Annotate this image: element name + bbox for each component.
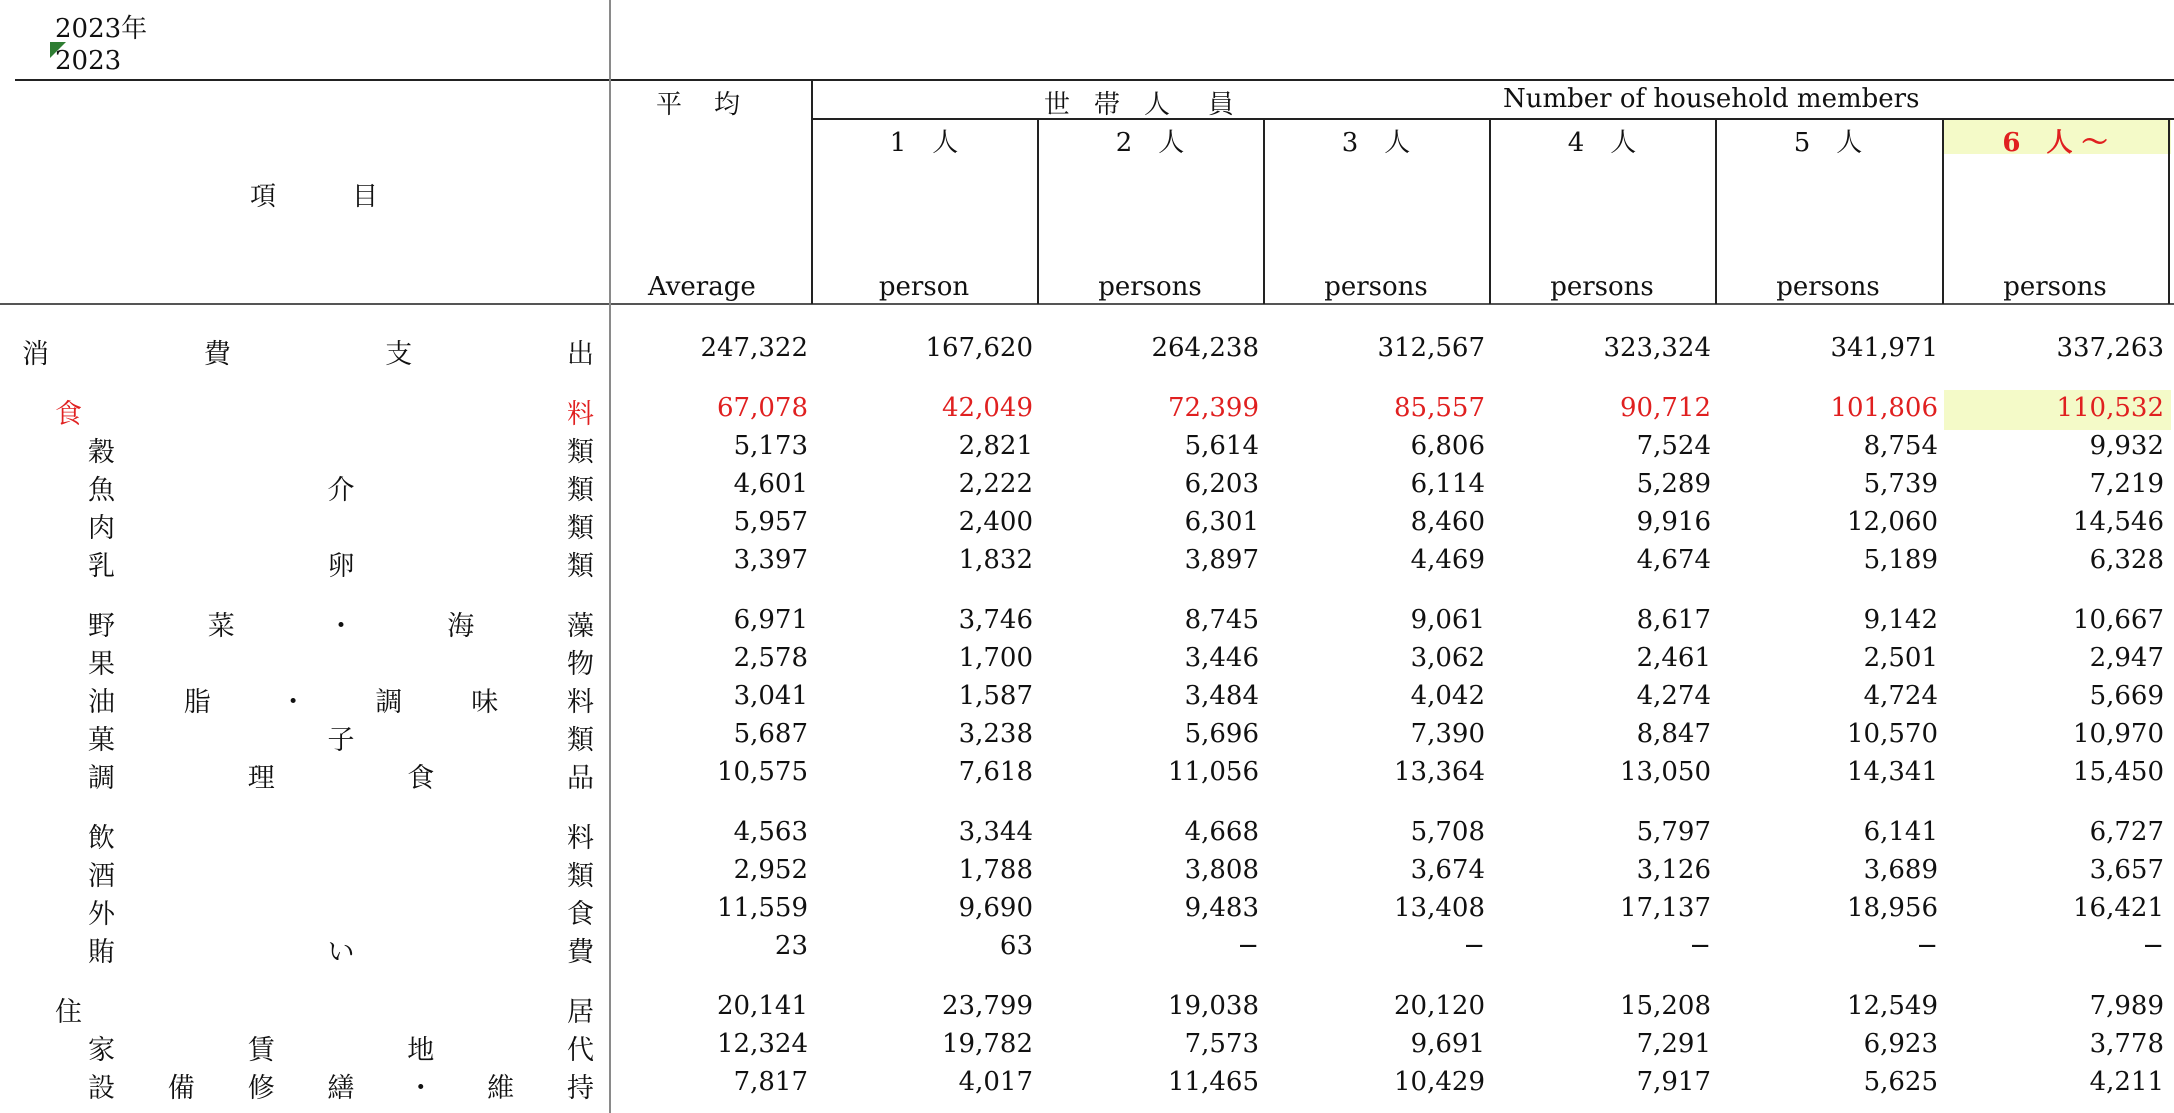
table-cell: 10,570: [1847, 719, 1938, 749]
table-cell: 9,691: [1410, 1029, 1485, 1059]
table-cell: 5,289: [1636, 469, 1711, 499]
col-header-6-en: persons: [2003, 272, 2107, 302]
label-column-divider: [609, 0, 611, 1113]
table-cell: 4,017: [958, 1067, 1033, 1097]
table-cell: 3,126: [1636, 855, 1711, 885]
table-cell: 9,142: [1863, 605, 1938, 635]
table-cell: 5,739: [1863, 469, 1938, 499]
members-header-jp-3: 人: [1144, 90, 1171, 120]
table-cell: 2,578: [733, 643, 808, 673]
table-cell: 337,263: [2056, 333, 2164, 363]
table-cell: 19,782: [942, 1029, 1033, 1059]
top-border: [15, 79, 2174, 81]
col-header-6-jp: [1942, 122, 2168, 159]
table-cell: 323,324: [1603, 333, 1711, 363]
row-label-char: 藻: [567, 611, 594, 642]
table-cell: 72,399: [1168, 393, 1259, 423]
table-cell: 63: [999, 931, 1033, 961]
table-cell: 6,328: [2089, 545, 2164, 575]
table-cell: 8,847: [1636, 719, 1711, 749]
col-header-number: 2: [1115, 128, 1133, 158]
table-cell: 9,483: [1184, 893, 1259, 923]
row-label-char: 料: [567, 687, 594, 718]
table-cell: 341,971: [1830, 333, 1938, 363]
row-label-char: 卵: [327, 551, 355, 582]
table-cell: 4,211: [2089, 1067, 2164, 1097]
col-header-5-jp: [1715, 122, 1941, 159]
row-label-char: 食: [55, 399, 82, 430]
item-header-2: 目: [352, 182, 379, 212]
table-cell: 3,041: [733, 681, 808, 711]
row-label-char: 調: [375, 687, 403, 718]
col-header-number: 5: [1793, 128, 1811, 158]
members-rule: [811, 118, 2174, 120]
members-header-en: Number of household members: [1503, 84, 1920, 114]
table-cell: 7,817: [733, 1067, 808, 1097]
row-label-char: 持: [567, 1073, 594, 1104]
row-label-char: 魚: [88, 475, 115, 506]
row-label-char: 菜: [207, 611, 235, 642]
row-label-char: 穀: [88, 437, 115, 468]
table-cell: 10,575: [717, 757, 808, 787]
table-cell: 18,956: [1847, 893, 1938, 923]
row-label-char: 地: [407, 1035, 435, 1066]
row-label-char: 居: [567, 997, 594, 1028]
table-cell: 2,947: [2089, 643, 2164, 673]
table-cell: 7,989: [2089, 991, 2164, 1021]
col-header-unit-jp: 人: [1158, 128, 1185, 158]
table-cell: 13,050: [1620, 757, 1711, 787]
row-label-char: 理: [247, 763, 275, 794]
row-label-char: 出: [567, 339, 594, 370]
row-label-char: 味: [471, 687, 499, 718]
table-cell: 3,778: [2089, 1029, 2164, 1059]
header-bottom-border: [0, 303, 2174, 305]
year-label-jp: 2023年: [55, 14, 148, 44]
table-cell: 15,208: [1620, 991, 1711, 1021]
table-cell: 7,618: [958, 757, 1033, 787]
row-label-char: 野: [88, 611, 115, 642]
table-cell: 4,724: [1863, 681, 1938, 711]
table-cell: 7,917: [1636, 1067, 1711, 1097]
table-cell: 9,061: [1410, 605, 1485, 635]
table-cell: 3,897: [1184, 545, 1259, 575]
row-label-char: 備: [167, 1073, 195, 1104]
row-label-char: 料: [567, 399, 594, 430]
table-cell: 3,808: [1184, 855, 1259, 885]
table-cell: 6,971: [733, 605, 808, 635]
row-label-char: 料: [567, 823, 594, 854]
row-label-char: 類: [567, 861, 594, 892]
table-cell: 8,460: [1410, 507, 1485, 537]
table-cell: 6,806: [1410, 431, 1485, 461]
row-label-char: い: [327, 937, 355, 968]
table-cell: 6,141: [1863, 817, 1938, 847]
row-label-char: 調: [88, 763, 115, 794]
table-cell: 5,696: [1184, 719, 1259, 749]
row-label-char: 子: [327, 725, 355, 756]
table-cell: 7,219: [2089, 469, 2164, 499]
col-header-unit-jp: 人: [1384, 128, 1411, 158]
col-header-number: 3: [1341, 128, 1359, 158]
row-label-char: 海: [447, 611, 475, 642]
row-label-char: 賄: [88, 937, 115, 968]
table-cell: 1,788: [958, 855, 1033, 885]
table-cell: 3,062: [1410, 643, 1485, 673]
col-header-number: 4: [1567, 128, 1585, 158]
col-header-1-en: person: [878, 272, 970, 302]
row-label-char: 飲: [88, 823, 115, 854]
row-label-char: ・: [279, 687, 307, 718]
table-cell: 7,390: [1410, 719, 1485, 749]
table-cell: 6,114: [1410, 469, 1485, 499]
table-cell: 5,957: [733, 507, 808, 537]
table-cell: 4,469: [1410, 545, 1485, 575]
row-label-char: 物: [567, 649, 594, 680]
table-cell: 3,446: [1184, 643, 1259, 673]
row-label-char: 乳: [88, 551, 115, 582]
table-cell: 20,120: [1394, 991, 1485, 1021]
table-cell: 4,601: [733, 469, 808, 499]
row-label-char: 類: [567, 513, 594, 544]
row-label-char: 外: [88, 899, 115, 930]
table-cell: 1,832: [958, 545, 1033, 575]
row-label-char: 賃: [247, 1035, 275, 1066]
table-cell: −: [2142, 931, 2164, 961]
row-label-char: 油: [88, 687, 115, 718]
table-cell: 4,274: [1636, 681, 1711, 711]
col-header-number: 6: [2002, 128, 2021, 158]
col-header-1-jp: [811, 122, 1037, 159]
row-label-char: 菓: [88, 725, 115, 756]
row-label-char: 果: [88, 649, 115, 680]
table-cell: 8,754: [1863, 431, 1938, 461]
table-cell: 11,056: [1168, 757, 1259, 787]
table-cell: 6,203: [1184, 469, 1259, 499]
table-cell: 5,625: [1863, 1067, 1938, 1097]
table-cell: 9,916: [1636, 507, 1711, 537]
table-cell: −: [1689, 931, 1711, 961]
table-cell: 7,573: [1184, 1029, 1259, 1059]
table-cell: 10,429: [1394, 1067, 1485, 1097]
col-header-unit-jp: 人: [1610, 128, 1637, 158]
row-label-char: 費: [203, 339, 231, 370]
average-header-en: Average: [648, 272, 756, 302]
col-header-3-jp: [1263, 122, 1489, 159]
table-cell: 1,587: [958, 681, 1033, 711]
table-cell: 1,700: [958, 643, 1033, 673]
table-cell: 6,727: [2089, 817, 2164, 847]
row-label-char: ・: [327, 611, 355, 642]
table-cell: 11,465: [1168, 1067, 1259, 1097]
table-cell: 3,238: [958, 719, 1033, 749]
row-label-char: 類: [567, 475, 594, 506]
row-label-char: ・: [407, 1073, 435, 1104]
table-cell: 15,450: [2073, 757, 2164, 787]
table-cell: 101,806: [1830, 393, 1938, 423]
table-cell: 9,932: [2089, 431, 2164, 461]
row-label-char: 代: [567, 1035, 594, 1066]
average-header-jp-2: 均: [714, 90, 741, 120]
row-label-char: 繕: [327, 1073, 355, 1104]
table-cell: 6,301: [1184, 507, 1259, 537]
col-header-unit-jp: 人 〜: [2046, 128, 2108, 158]
table-cell: 9,690: [958, 893, 1033, 923]
table-cell: 5,669: [2089, 681, 2164, 711]
table-cell: 4,563: [733, 817, 808, 847]
row-label-char: 家: [88, 1035, 115, 1066]
row-label-char: 設: [88, 1073, 115, 1104]
average-header-jp-1: 平: [656, 90, 683, 120]
row-label-char: 修: [247, 1073, 275, 1104]
table-cell: 23: [774, 931, 808, 961]
table-cell: 8,617: [1636, 605, 1711, 635]
col-header-unit-jp: 人: [932, 128, 959, 158]
table-cell: 17,137: [1620, 893, 1711, 923]
row-label-char: 維: [487, 1073, 515, 1104]
table-cell: 3,746: [958, 605, 1033, 635]
col-header-unit-jp: 人: [1836, 128, 1863, 158]
table-cell: 14,546: [2073, 507, 2164, 537]
table-cell: 11,559: [717, 893, 808, 923]
table-cell: 110,532: [2056, 393, 2164, 423]
table-cell: 3,344: [958, 817, 1033, 847]
row-label-char: 類: [567, 437, 594, 468]
table-cell: 5,189: [1863, 545, 1938, 575]
table-cell: 6,923: [1863, 1029, 1938, 1059]
table-cell: 5,687: [733, 719, 808, 749]
year-label: 2023: [55, 46, 122, 76]
row-label-char: 類: [567, 725, 594, 756]
table-cell: 42,049: [942, 393, 1033, 423]
col-header-2-en: persons: [1098, 272, 1202, 302]
col-header-2-jp: [1037, 122, 1263, 159]
table-cell: 10,667: [2073, 605, 2164, 635]
table-cell: 4,042: [1410, 681, 1485, 711]
row-label-char: 酒: [88, 861, 115, 892]
table-cell: 2,400: [958, 507, 1033, 537]
col-divider-1: [811, 79, 813, 304]
table-cell: 312,567: [1377, 333, 1485, 363]
col-header-4-jp: [1489, 122, 1715, 159]
table-cell: 13,408: [1394, 893, 1485, 923]
table-cell: 23,799: [942, 991, 1033, 1021]
row-label-char: 介: [327, 475, 355, 506]
table-cell: 16,421: [2073, 893, 2164, 923]
table-cell: 12,060: [1847, 507, 1938, 537]
row-label-char: 消: [22, 339, 49, 370]
table-cell: 5,173: [733, 431, 808, 461]
table-cell: 3,657: [2089, 855, 2164, 885]
table-cell: −: [1463, 931, 1485, 961]
table-cell: 2,461: [1636, 643, 1711, 673]
table-cell: 20,141: [717, 991, 808, 1021]
col-header-4-en: persons: [1550, 272, 1654, 302]
table-cell: −: [1916, 931, 1938, 961]
table-cell: 8,745: [1184, 605, 1259, 635]
table-cell: 3,484: [1184, 681, 1259, 711]
row-label-char: 肉: [88, 513, 115, 544]
col-header-3-en: persons: [1324, 272, 1428, 302]
table-cell: 5,797: [1636, 817, 1711, 847]
row-label-char: 食: [567, 899, 594, 930]
table-cell: 3,397: [733, 545, 808, 575]
col-header-number: 1: [889, 128, 907, 158]
table-cell: 247,322: [700, 333, 808, 363]
row-label-char: 脂: [183, 687, 211, 718]
table-cell: 5,614: [1184, 431, 1259, 461]
table-cell: 5,708: [1410, 817, 1485, 847]
table-cell: 13,364: [1394, 757, 1485, 787]
members-header-jp-1: 世: [1044, 90, 1071, 120]
table-cell: −: [1237, 931, 1259, 961]
table-cell: 12,549: [1847, 991, 1938, 1021]
row-label-char: 品: [567, 763, 594, 794]
row-label-char: 費: [567, 937, 594, 968]
table-cell: 3,689: [1863, 855, 1938, 885]
table-cell: 2,222: [958, 469, 1033, 499]
table-cell: 2,952: [733, 855, 808, 885]
table-cell: 7,524: [1636, 431, 1711, 461]
table-cell: 264,238: [1151, 333, 1259, 363]
members-header-jp-4: 員: [1208, 90, 1235, 120]
table-cell: 67,078: [717, 393, 808, 423]
item-header-1: 項: [250, 182, 277, 212]
row-label-char: 支: [385, 339, 413, 370]
table-cell: 167,620: [925, 333, 1033, 363]
table-cell: 4,668: [1184, 817, 1259, 847]
row-label-char: 類: [567, 551, 594, 582]
table-cell: 85,557: [1394, 393, 1485, 423]
members-header-jp-2: 帯: [1094, 90, 1121, 120]
table-cell: 2,821: [958, 431, 1033, 461]
table-cell: 2,501: [1863, 643, 1938, 673]
table-cell: 4,674: [1636, 545, 1711, 575]
table-cell: 12,324: [717, 1029, 808, 1059]
col-header-5-en: persons: [1776, 272, 1880, 302]
row-label-char: 食: [407, 763, 435, 794]
table-cell: 7,291: [1636, 1029, 1711, 1059]
table-cell: 10,970: [2073, 719, 2164, 749]
table-cell: 90,712: [1620, 393, 1711, 423]
col-divider-7: [2168, 118, 2170, 304]
table-cell: 19,038: [1168, 991, 1259, 1021]
table-cell: 14,341: [1847, 757, 1938, 787]
row-label-char: 住: [55, 997, 82, 1028]
table-cell: 3,674: [1410, 855, 1485, 885]
